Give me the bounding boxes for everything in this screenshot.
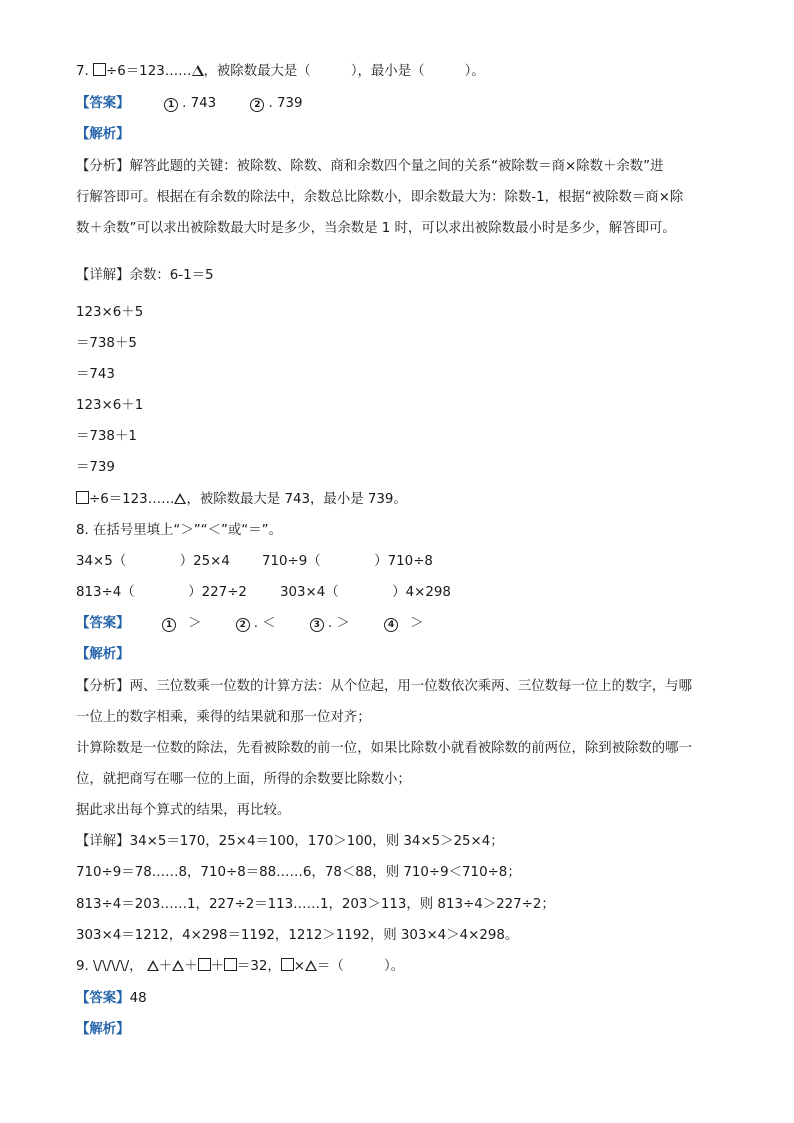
q8-expr-1: 34×5（ ）25×4 [76,554,230,569]
q7-answer-1: 1 . 743 [164,95,216,113]
q7-calc-line-1: 123×6＋5 [76,305,144,320]
q8-xiangjie-line-2: 710÷9＝78……8，710÷8＝88……6，78＜88，则 710÷9＜710÷8； [76,865,521,880]
square-icon [224,958,237,971]
q7-answer-2: 2 . 739 [250,95,302,113]
q8-answer-tag: 【答案】 [76,616,130,631]
q7-calc-line-2: ＝738＋5 [76,336,137,351]
square-icon [281,958,294,971]
q8-fenxi-line-4: 位，就把商写在哪一位的上面，所得的余数要比除数小； [76,772,411,787]
triangle-icon [147,960,159,971]
circled-number-icon: 1 [164,98,178,112]
q8-fenxi-line-5: 据此求出每个算式的结果，再比较。 [76,803,291,818]
q8-answer-3: 3 . ＞ [310,615,350,633]
q8-fenxi-tag: 【分析】 [76,679,130,694]
q8-row-2 [76,584,451,602]
circled-number-icon: 2 [236,618,250,632]
q7-question-tail: ，被除数最大是（ ），最小是（ ）。 [203,64,485,79]
circled-number-icon: 4 [384,618,398,632]
q7-calc-line-5: ＝738＋1 [76,429,137,444]
q9-answer: 48 [129,991,147,1006]
q9-analysis-heading: 【解析】 [76,1022,130,1037]
circled-number-icon: 2 [250,98,264,112]
q8-fenxi-line-3: 计算除数是一位数的除法，先看被除数的前一位，如果比除数小就看被除数的前两位，除到被除数的哪一 [76,741,692,756]
q8-answer-4: 4 ＞ [384,615,423,633]
q7-number: 7. [76,64,89,79]
q7-fenxi-tag: 【分析】 [76,159,130,174]
triangle-icon [174,493,186,504]
q9-number: 9. [76,959,89,974]
q8-title: 8. 在括号里填上“＞”“＜”或“＝”。 [76,523,282,538]
q8-xiangjie-line-1: 【详解】34×5＝170，25×4＝100，170＞100，则 34×5＞25×4； [76,834,504,849]
q8-answer-1: 1 ＞ [162,615,201,633]
q7-calc-line-6: ＝739 [76,460,115,475]
q9-answer-tag: 【答案】 [76,991,130,1006]
q8-xiangjie-line-3: 813÷4＝203……1，227÷2＝113……1，203＞113，则 813÷4＞227÷2； [76,897,555,912]
q7-xiangjie: 【详解】余数：6-1＝5 [76,268,214,283]
triangle-icon [192,65,204,76]
q7-xiangjie-tag: 【详解】 [76,268,130,283]
q8-expr-4: 303×4（ ）4×298 [280,585,451,600]
square-icon [93,63,106,76]
q7-fenxi-line-3: 数＋余数”可以求出被除数最大时是多少，当余数是 1 时，可以求出被除数最小时是多少，解答即可。 [76,221,676,236]
q7-answer-tag: 【答案】 [76,96,130,111]
q8-answer-2: 2 . ＜ [236,615,276,633]
q8-fenxi-line-1: 【分析】两、三位数乘一位数的计算方法：从个位起，用一位数依次乘两、三位数每一位上的数字，与哪 [76,679,692,694]
q7-answer-row [76,95,333,113]
q7-conclusion: ÷6＝123…… ，被除数最大是 743，最小是 739。 [76,491,407,509]
q8-expr-2: 710÷9（ ）710÷8 [262,554,433,569]
q8-xiangjie-line-4: 303×4＝1212，4×298＝1192，1212＞1192，则 303×4＞4×298。 [76,928,519,943]
square-icon [76,491,89,504]
q8-answer-row [76,615,453,633]
q7-calc-line-3: ＝743 [76,367,115,382]
circled-number-icon: 1 [162,618,176,632]
circled-number-icon: 3 [310,618,324,632]
q7-question [76,63,485,81]
q7-analysis-heading: 【解析】 [76,127,130,142]
square-icon [198,958,211,971]
triangle-icon [305,960,317,971]
q8-row-1 [76,553,433,571]
q9-question: 9. \/\/\/\/， ＋ ＋ ＋ ＝32， × ＝（ ）。 [76,959,405,974]
q7-fenxi-line-2: 行解答即可。根据在有余数的除法中，余数总比除数小，即余数最大为：除数-1，根据“被除数＝商×除 [76,190,684,205]
q8-fenxi-line-2: 一位上的数字相乘，乘得的结果就和那一位对齐； [76,710,371,725]
q8-xiangjie-tag: 【详解】 [76,834,130,849]
q7-fenxi-line-1: 【分析】解答此题的关键：被除数、除数、商和余数四个量之间的关系“被除数＝商×除数＋余数”进 [76,159,664,174]
q7-calc-line-4: 123×6＋1 [76,398,144,413]
q8-analysis-heading: 【解析】 [76,647,130,662]
q8-expr-3: 813÷4（ ）227÷2 [76,585,247,600]
q9-answer-row [76,990,147,1008]
q7-equation: ÷6＝123…… [106,64,192,79]
triangle-icon [172,960,184,971]
q9-garbled-text: \/\/\/\/， [93,959,143,974]
